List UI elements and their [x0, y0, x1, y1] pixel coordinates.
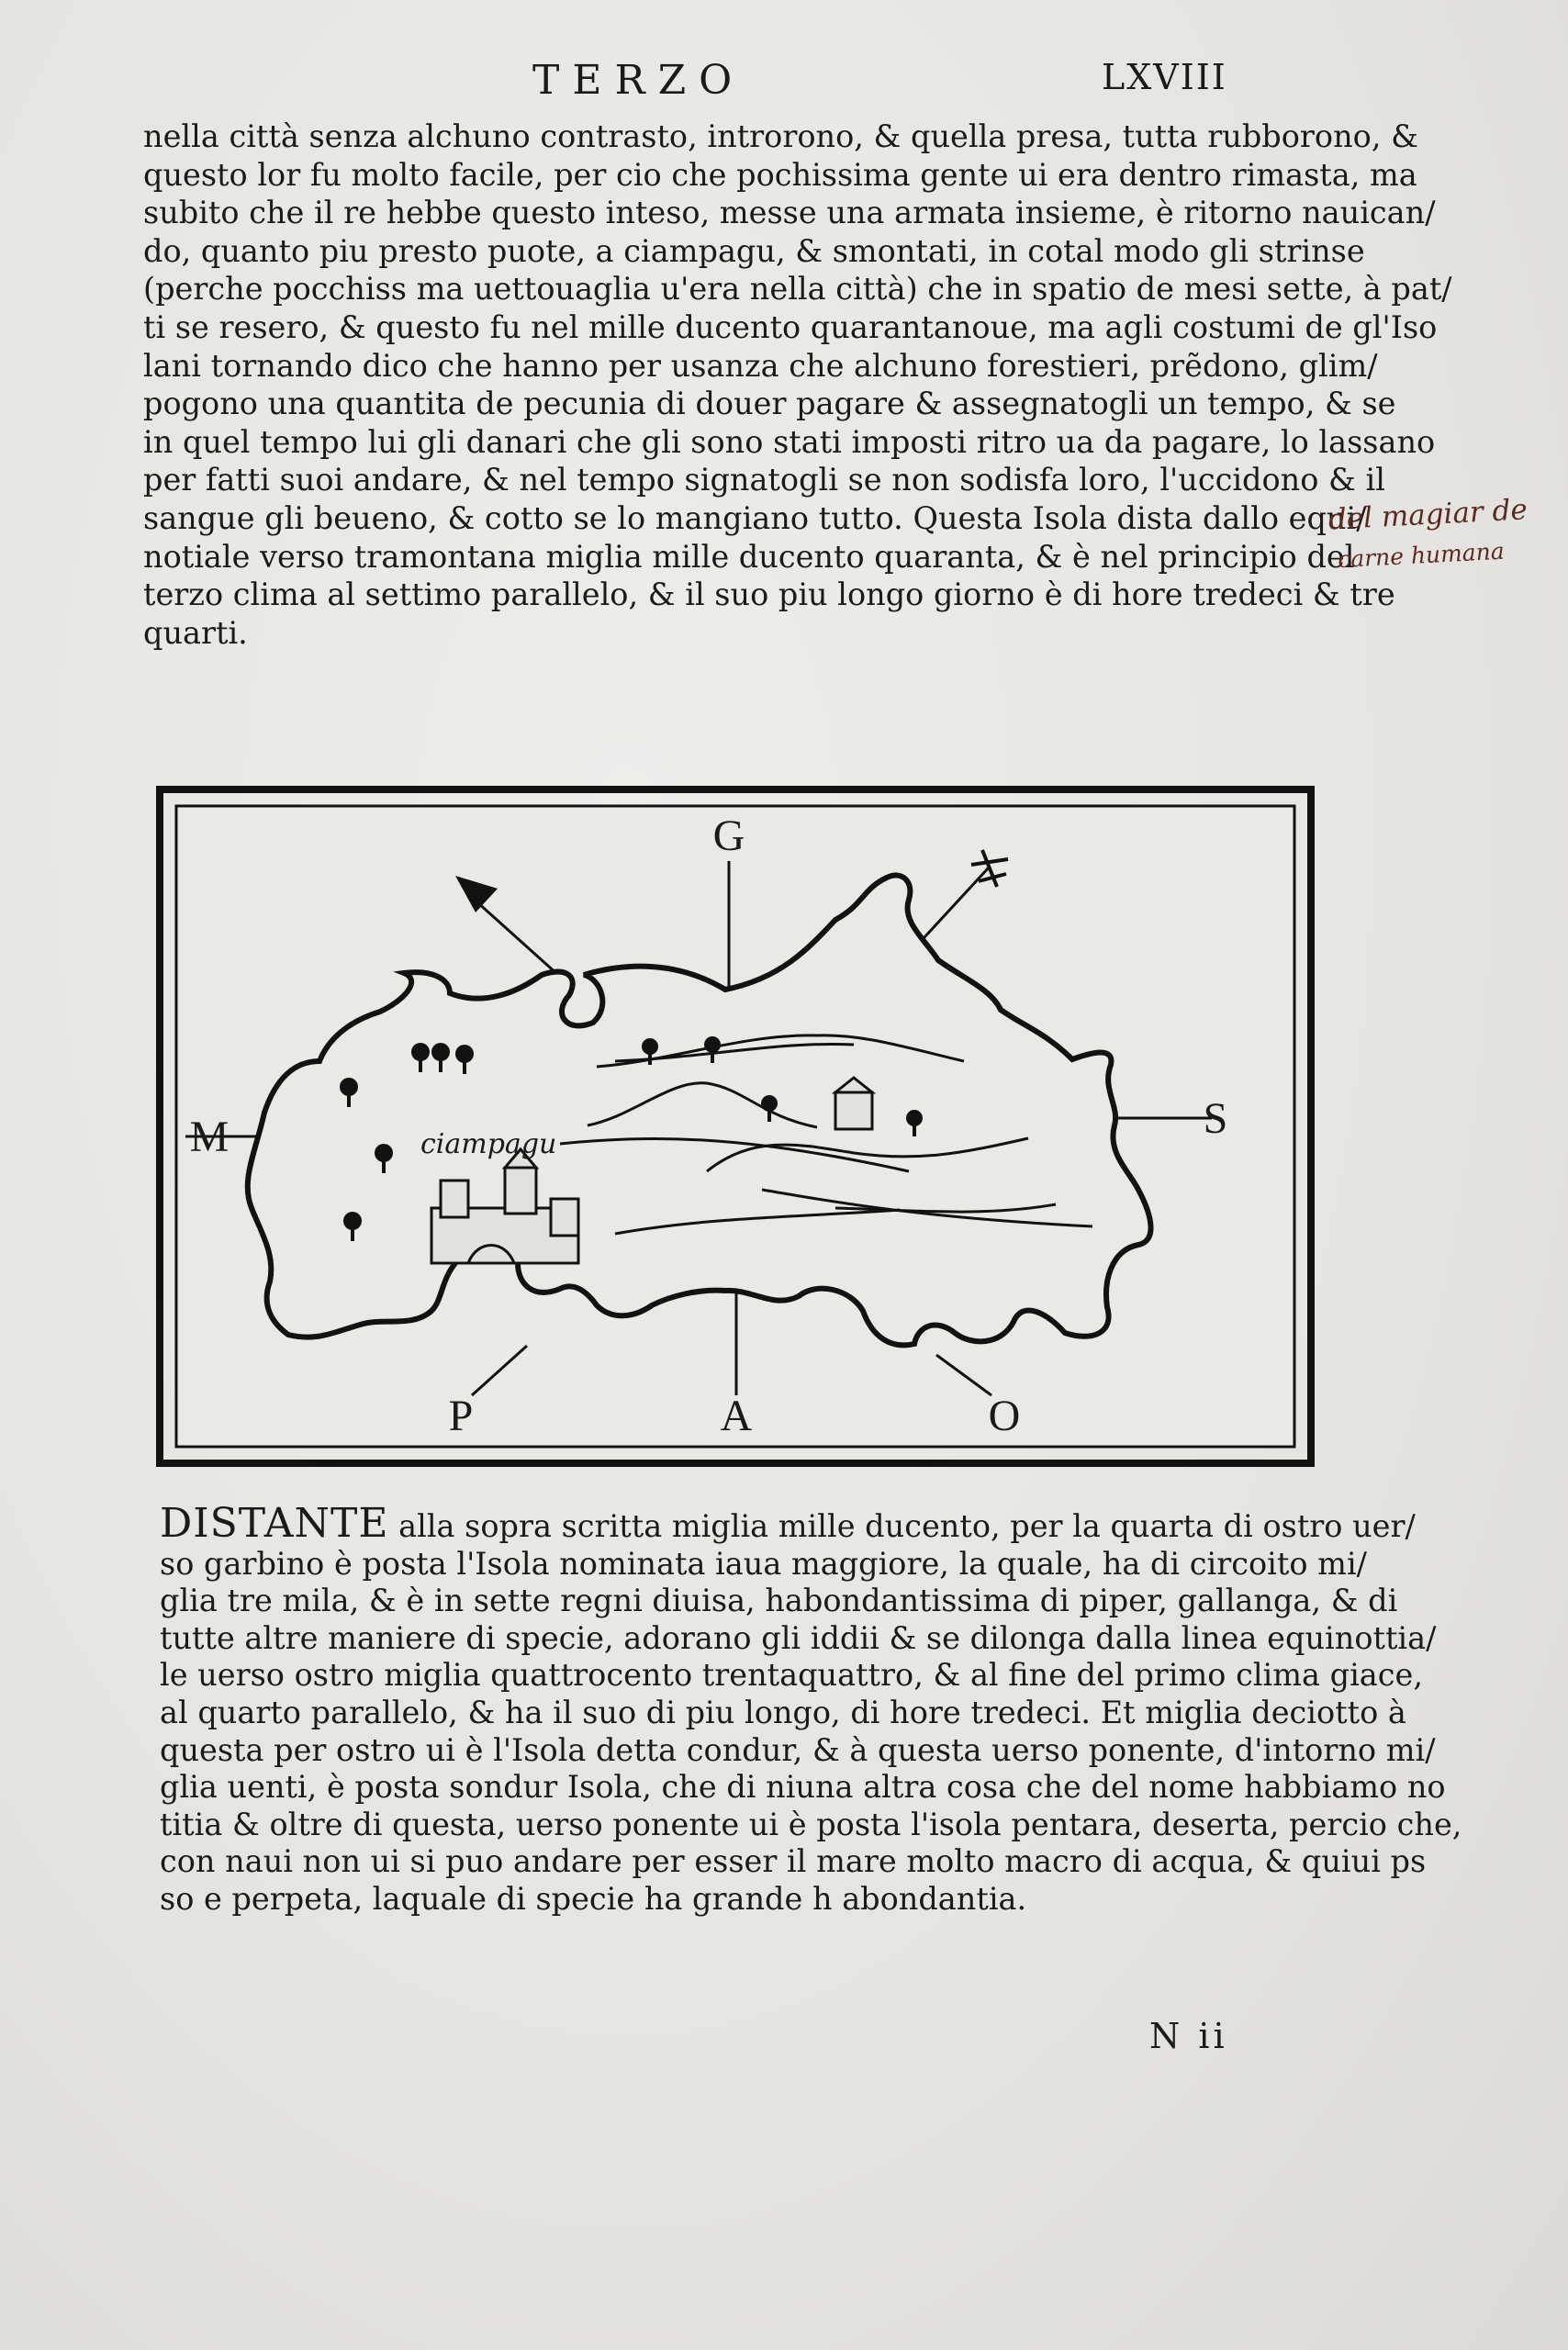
marginal-note-line: carne humana	[1337, 537, 1506, 574]
island-name-label: ciampagu	[420, 1128, 557, 1160]
opening-word: DISTANTE	[160, 1500, 389, 1547]
text-line: nella città senza alchuno contrasto, introrono, & quella presa, tutta rubborono, &	[143, 118, 1418, 154]
compass-southwest-letter: P	[448, 1392, 474, 1440]
text-line: so e perpeta, laquale di specie ha grande h abondantia.	[160, 1880, 1027, 1917]
map-illustration	[156, 786, 1315, 1467]
woodcut-island-map	[156, 786, 1315, 1467]
compass-north-letter: G	[712, 811, 745, 860]
text-line: titia & oltre di questa, uerso ponente ui è posta l'isola pentara, deserta, percio che,	[160, 1806, 1462, 1842]
compass-east-letter: S	[1203, 1094, 1228, 1143]
text-line-rest: alla sopra scritta miglia mille ducento, per la quarta di ostro uer/	[388, 1508, 1416, 1544]
text-line: terzo clima al settimo parallelo, & il suo piu longo giorno è di hore tredeci & tre	[143, 576, 1395, 613]
text-line: subito che il re hebbe questo inteso, messe una armata insieme, è ritorno nauican/	[143, 195, 1436, 231]
compass-southeast-letter: O	[988, 1392, 1021, 1440]
handwritten-marginal-note	[1327, 488, 1561, 581]
text-line-first	[160, 1500, 1416, 1547]
text-line: notiale verso tramontana miglia mille ducento quaranta, & è nel principio del	[143, 538, 1355, 575]
text-line: questo lor fu molto facile, per cio che pochissima gente ui era dentro rimasta, ma	[143, 156, 1417, 193]
marginal-note-line: del magiar de	[1327, 493, 1529, 537]
text-line: glia uenti, è posta sondur Isola, che di niuna altra cosa che del nome habbiamo no	[160, 1769, 1446, 1806]
paragraph-lower	[160, 1500, 1462, 1919]
text-line: ti se resero, & questo fu nel mille ducento quarantanoue, ma agli costumi de gl'Iso	[143, 308, 1438, 345]
compass-west-letter: M	[189, 1113, 230, 1161]
text-line: tutte altre maniere di specie, adorano gli iddii & se dilonga dalla linea equinottia/	[160, 1619, 1437, 1656]
text-line: al quarto parallelo, & ha il suo di piu longo, di hore tredeci. Et miglia deciotto à	[160, 1694, 1406, 1730]
text-line: do, quanto piu presto puote, a ciampagu, & smontati, in cotal modo gli strinse	[143, 232, 1365, 269]
text-line: quarti.	[143, 614, 248, 651]
text-line: (perche pocchiss ma uettouaglia u'era nella città) che in spatio de mesi sette, à pat/	[143, 271, 1452, 308]
text-line: lani tornando dico che hanno per usanza che alchuno forestieri, prẽdono, glim/	[143, 347, 1378, 384]
running-head: TERZO	[532, 57, 745, 104]
text-line: in quel tempo lui gli danari che gli sono stati imposti ritro ua da pagare, lo lassano	[143, 423, 1436, 460]
text-line: questa per ostro ui è l'Isola detta condur, & à questa uerso ponente, d'intorno mi/	[160, 1731, 1436, 1768]
text-line: le uerso ostro miglia quattrocento trentaquattro, & al fine del primo clima giace,	[160, 1657, 1424, 1694]
folio-number: LXVIII	[1102, 57, 1227, 97]
text-line: sangue gli beueno, & cotto se lo mangiano tutto. Questa Isola dista dallo equi/	[143, 499, 1367, 536]
text-line: per fatti suoi andare, & nel tempo signatogli se non sodisfa loro, l'uccidono & il	[143, 462, 1385, 498]
compass-south-letter: A	[720, 1392, 753, 1440]
text-line: con naui non ui si puo andare per esser il mare molto macro di acqua, & quiui ps	[160, 1843, 1427, 1880]
signature-mark: N ii	[1149, 2016, 1228, 2056]
text-line: pogono una quantita de pecunia di douer pagare & assegnatogli un tempo, & se	[143, 386, 1396, 422]
text-line: glia tre mila, & è in sette regni diuisa, habondantissima di piper, gallanga, & di	[160, 1583, 1398, 1619]
text-line: so garbino è posta l'Isola nominata iaua maggiore, la quale, ha di circoito mi/	[160, 1545, 1367, 1582]
